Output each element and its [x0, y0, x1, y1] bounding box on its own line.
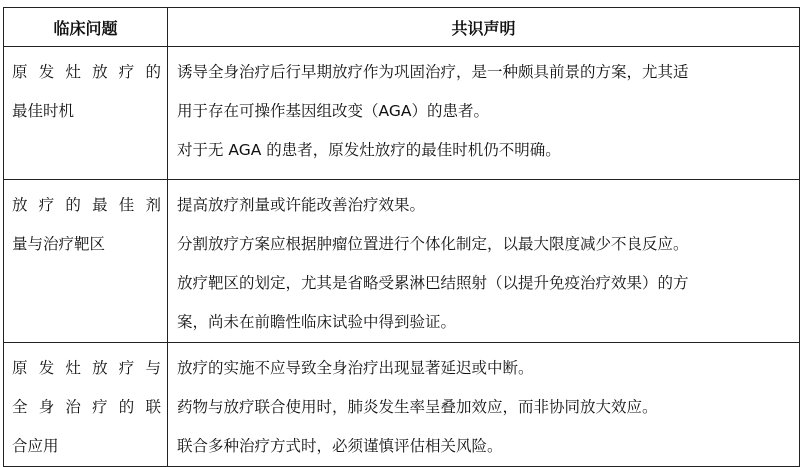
consensus-table [3, 7, 800, 467]
table-row [4, 343, 800, 467]
statement-line: 案，尚未在前瞻性临床试验中得到验证。 [177, 313, 457, 331]
table-row [4, 180, 800, 343]
statement-cell [168, 47, 800, 180]
question-line: 原发灶放疗的 [12, 63, 161, 81]
header-question: 临床问题 [4, 8, 168, 47]
table-row [4, 47, 800, 180]
statement-line: 提高放疗剂量或许能改善治疗效果。 [177, 196, 426, 214]
question-line: 合应用 [12, 437, 59, 455]
statement-line: 对于无 AGA 的患者，原发灶放疗的最佳时机仍不明确。 [177, 141, 561, 159]
table-header-row [4, 8, 800, 47]
statement-line: 放疗的实施不应导致全身治疗出现显著延迟或中断。 [177, 359, 534, 377]
statement-line: 联合多种治疗方式时，必须谨慎评估相关风险。 [177, 437, 503, 455]
header-statement: 共识声明 [168, 8, 800, 47]
statement-line: 放疗靶区的划定，尤其是省略受累淋巴结照射（以提升免疫治疗效果）的方 [177, 274, 689, 292]
statement-cell [168, 180, 800, 343]
question-line: 最佳时机 [12, 102, 75, 120]
statement-line: 药物与放疗联合使用时，肺炎发生率呈叠加效应，而非协同放大效应。 [177, 398, 658, 416]
statement-cell [168, 343, 800, 467]
question-line: 放疗的最佳剂 [12, 196, 161, 214]
question-cell [4, 343, 168, 467]
question-line: 原发灶放疗与 [12, 359, 161, 377]
statement-line: 诱导全身治疗后行早期放疗作为巩固治疗，是一种颇具前景的方案，尤其适 [177, 63, 689, 81]
question-cell [4, 180, 168, 343]
statement-line: 分割放疗方案应根据肿瘤位置进行个体化制定，以最大限度减少不良反应。 [177, 235, 689, 253]
question-cell [4, 47, 168, 180]
question-line: 量与治疗靶区 [12, 235, 106, 253]
statement-line: 用于存在可操作基因组改变（AGA）的患者。 [177, 102, 489, 120]
question-line: 全身治疗的联 [12, 398, 161, 416]
